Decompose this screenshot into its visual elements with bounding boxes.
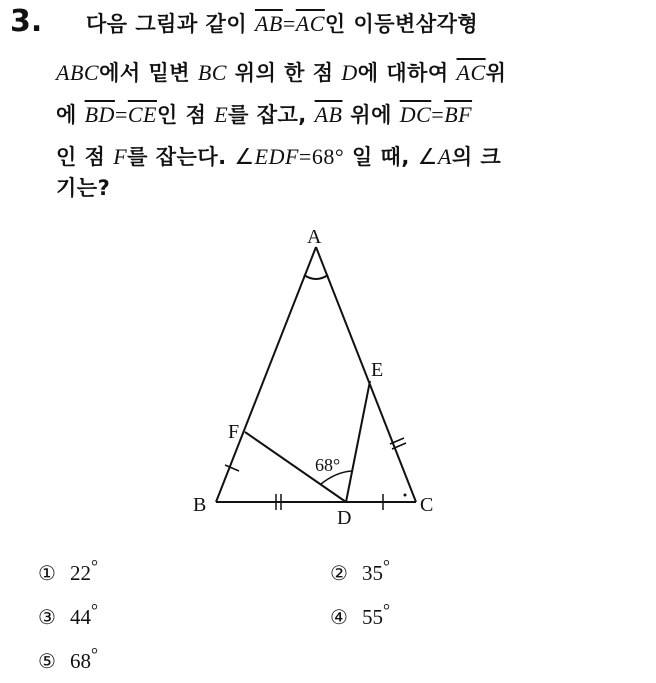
text: 인 이등변삼각형	[324, 12, 479, 36]
angle-value: 68	[311, 144, 335, 169]
degree-symbol: °	[90, 600, 98, 620]
tick-bf	[225, 465, 239, 471]
segment-ac: $\overline{AC}$	[295, 11, 325, 36]
point-d: D	[341, 60, 358, 85]
segment-ab: $\overline{AB}$	[254, 11, 283, 36]
choice-number: ③	[38, 605, 56, 629]
text: 에	[56, 103, 85, 127]
segment-ac: $\overline{AC}$	[456, 60, 486, 85]
label-b: B	[193, 494, 207, 516]
text: 기는?	[56, 176, 111, 200]
choice-3[interactable]	[38, 600, 98, 630]
choice-value: 44	[69, 605, 91, 629]
question-number: 3.	[10, 4, 43, 39]
choice-value: 68	[69, 649, 91, 673]
choice-4[interactable]	[330, 600, 390, 630]
text: 위	[485, 61, 507, 85]
point-e: E	[214, 102, 229, 127]
degree-symbol: °	[334, 144, 345, 169]
text: 일 때,	[344, 145, 418, 169]
text: 위에	[342, 103, 400, 127]
choice-value: 55	[361, 605, 383, 629]
angle-symbol: ∠	[417, 144, 438, 169]
segment-bc: BC	[197, 60, 227, 85]
angle-a-arc	[304, 275, 328, 279]
choice-number: ⑤	[38, 649, 56, 673]
equals-sign: =	[114, 102, 128, 127]
choice-number: ①	[38, 561, 56, 585]
choice-value: 35	[361, 561, 383, 585]
choice-number: ④	[330, 605, 348, 629]
segment-dc: $\overline{DC}$	[399, 102, 432, 127]
text: 위의 한 점	[226, 61, 342, 85]
label-e: E	[371, 359, 384, 381]
segment-bf: $\overline{BF}$	[444, 102, 473, 127]
angle-symbol: ∠	[234, 144, 255, 169]
choice-number: ②	[330, 561, 348, 585]
side-ab	[216, 247, 316, 502]
choice-1[interactable]	[38, 556, 98, 586]
equals-sign: =	[431, 102, 445, 127]
choice-value: 22	[69, 561, 91, 585]
degree-symbol: °	[382, 600, 390, 620]
choice-5[interactable]	[38, 644, 98, 674]
equals-sign: =	[298, 144, 312, 169]
label-a: A	[307, 226, 322, 248]
angle-a: A	[437, 144, 452, 169]
segment-ce: $\overline{CE}$	[127, 102, 157, 127]
degree-symbol: °	[90, 644, 98, 664]
degree-symbol: °	[382, 556, 390, 576]
text: 인 점	[56, 145, 114, 169]
degree-symbol: °	[90, 556, 98, 576]
equals-sign: =	[282, 11, 296, 36]
angle-c-mark	[404, 494, 407, 497]
angle-edf: EDF	[254, 144, 299, 169]
segment-de	[346, 381, 370, 502]
triangle-name: ABC	[56, 60, 100, 85]
text: 인 점	[156, 103, 215, 127]
text: 에서 밑변	[99, 61, 198, 85]
point-f: F	[113, 144, 128, 169]
text: 를 잡는다.	[127, 145, 235, 169]
choice-2[interactable]	[330, 556, 390, 586]
text: 의 크	[451, 145, 502, 169]
text: 에 대하여	[357, 61, 457, 85]
angle-label-68: 68°	[315, 455, 341, 475]
label-d: D	[337, 507, 352, 529]
segment-bd: $\overline{BD}$	[84, 102, 115, 127]
text: 를 잡고,	[228, 103, 315, 127]
label-f: F	[228, 421, 240, 443]
text: 다음 그림과 같이	[86, 12, 255, 36]
segment-ab: $\overline{AB}$	[314, 102, 343, 127]
label-c: C	[420, 494, 434, 516]
